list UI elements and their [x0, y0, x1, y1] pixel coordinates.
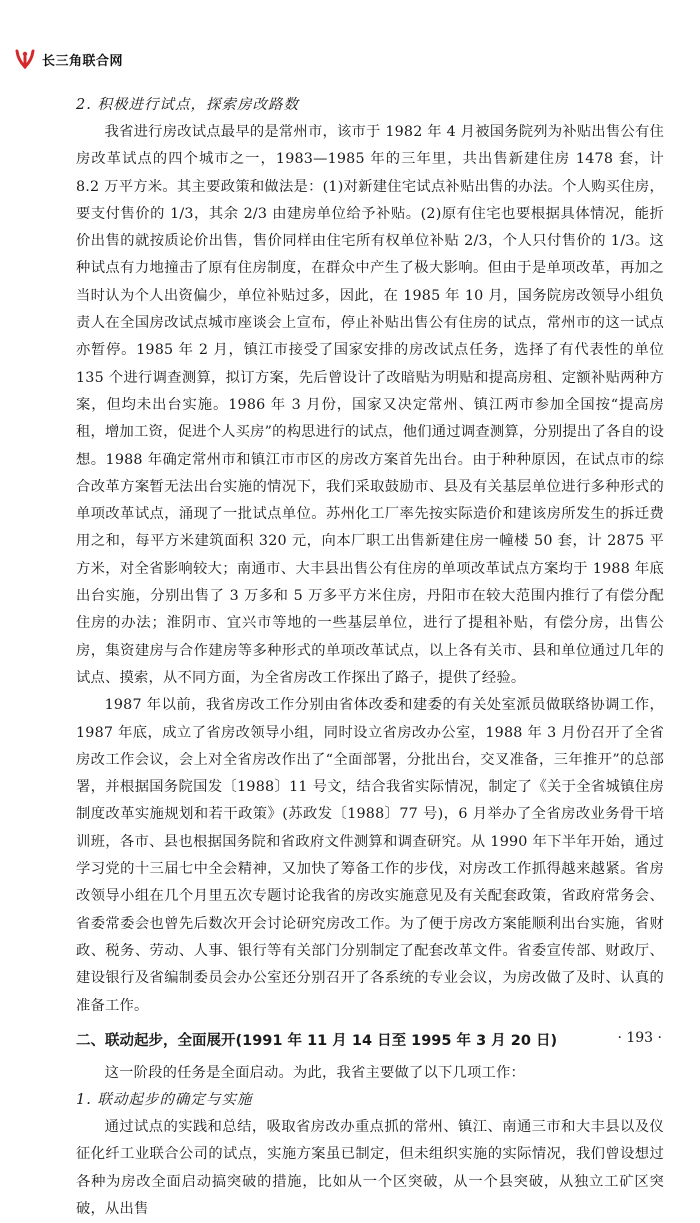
section-heading: 2. 积极进行试点，探索房改路数 — [76, 97, 299, 113]
subsection-heading: 1. 联动起步的确定与实施 — [76, 1092, 253, 1109]
body-paragraph: 我省进行房改试点最早的是常州市，该市于 1982 年 4 月被国务院列为补贴出售公有住房改革试点的四个城市之一，1983—1985 年的三年里，共出售新建住房 1478 套，计 8.2 万平方米。其主要政策和做法是：(1)对新建住宅试点补贴出售的办法。个人购买住房，要支付售价的 1/3，其余 2/3 由建房单位给予补贴。(2)原有住宅也要根据具体情况，能折价出售的就按质论价出售，售价同样由住宅所有权单位补贴 2/3，个人只付售价的 1/3。这种试点有力地撞击了原有住房制度，在群众中产生了极大影响。但由于是单项改革，再加之当时认为个人出资偏少，单位补贴过多，因此，在 1985 年 10 月，国务院房改领导小组负责人在全国房改试点城市座谈会上宣布，停止补贴出售公有住房的试点，常州市的这一试点亦暂停。1985 年 2 月，镇江市接受了国家安排的房改试点任务，选择了有代表性的单位 135 个进行调查测算，拟订方案，先后曾设计了改暗贴为明贴和提高房租、定额补贴两种方案，但均未出台实施。1986 年 3 月份，国家又决定常州、镇江两市参加全国按“提高房租，增加工资，促进个人买房”的构思进行的试点，他们通过调查测算，分别提出了各自的设想。1988 年确定常州市和镇江市市区的房改方案首先出台。由于种种原因，在试点市的综合改革方案暂无法出台实施的情况下，我们采取鼓励市、县及有关基层单位进行多种形式的单项改革试点，涌现了一批试点单位。苏州化工厂率先按实际造价和建该房所发生的拆迁费用之和，每平方米建筑面积 320 元，向本厂职工出售新建住房一幢楼 50 套，计 2875 平方米，对全省影响较大；南通市、大丰县出售公有住房的单项改革试点方案均于 1988 年底出台实施，分别出售了 3 万多和 5 万多平方米住房，丹阳市在较大范围内推行了有偿分配住房的办法；淮阴市、宜兴市等地的一些基层单位，进行了提租补贴，有偿分房，出售公房，集资建房与合作建房等多种形式的单项改革试点，以上各有关市、县和单位通过几年的试点、摸索，从不同方面，为全省房改工作探出了路子，提供了经验。 — [76, 124, 664, 686]
page-content — [76, 92, 664, 1223]
site-name: 长三角联合网 — [42, 53, 124, 69]
intro-paragraph: 这一阶段的任务是全面启动。为此，我省主要做了以下几项工作： — [104, 1064, 525, 1081]
logo-mark-icon — [14, 48, 36, 70]
chapter-heading: 二、联动起步，全面展开(1991 年 11 月 14 日至 1995 年 3 月 20 日) — [76, 1032, 558, 1049]
body-paragraph: 1987 年以前，我省房改工作分别由省体改委和建委的有关处室派员做联络协调工作，1987 年底，成立了省房改领导小组，同时设立省房改办公室，1988 年 3 月份召开了全省房改工作会议，会上对全省房改作出了“全面部署，分批出台，交叉准备，三年推开”的总部署，并根据国务院国发〔1988〕11 号文，结合我省实际情况，制定了《关于全省城镇住房制度改革实施规划和若干政策》(苏政发〔1988〕77 号)，6 月举办了全省房改业务骨干培训班，各市、县也根据国务院和省政府文件测算和调查研究。从 1990 年下半年开始，通过学习党的十三届七中全会精神，又加快了筹备工作的步伐，对房改工作抓得越来越紧。省房改领导小组在几个月里五次专题讨论我省的房改实施意见及有关配套政策，省政府常务会、省委常委会也曾先后数次开会讨论研究房改工作。为了便于房改方案能顺利出台实施，省财政、税务、劳动、人事、银行等有关部门分别制定了配套改革文件。省委宣传部、财政厅、建设银行及省编制委员会办公室还分别召开了各系统的专业会议，为房改做了及时、认真的准备工作。 — [76, 697, 664, 1014]
page-number: · 193 · — [617, 1030, 662, 1046]
site-logo[interactable] — [14, 48, 123, 70]
body-paragraph: 通过试点的实践和总结，吸取省房改办重点抓的常州、镇江、南通三市和大丰县以及仪征化纤工业联合公司的试点，实施方案虽已制定，但未组织实施的实际情况，我们曾设想过各种为房改全面启动搞突破的措施，比如从一个区突破，从一个县突破，从独立工矿区突破，从出售 — [76, 1119, 664, 1217]
